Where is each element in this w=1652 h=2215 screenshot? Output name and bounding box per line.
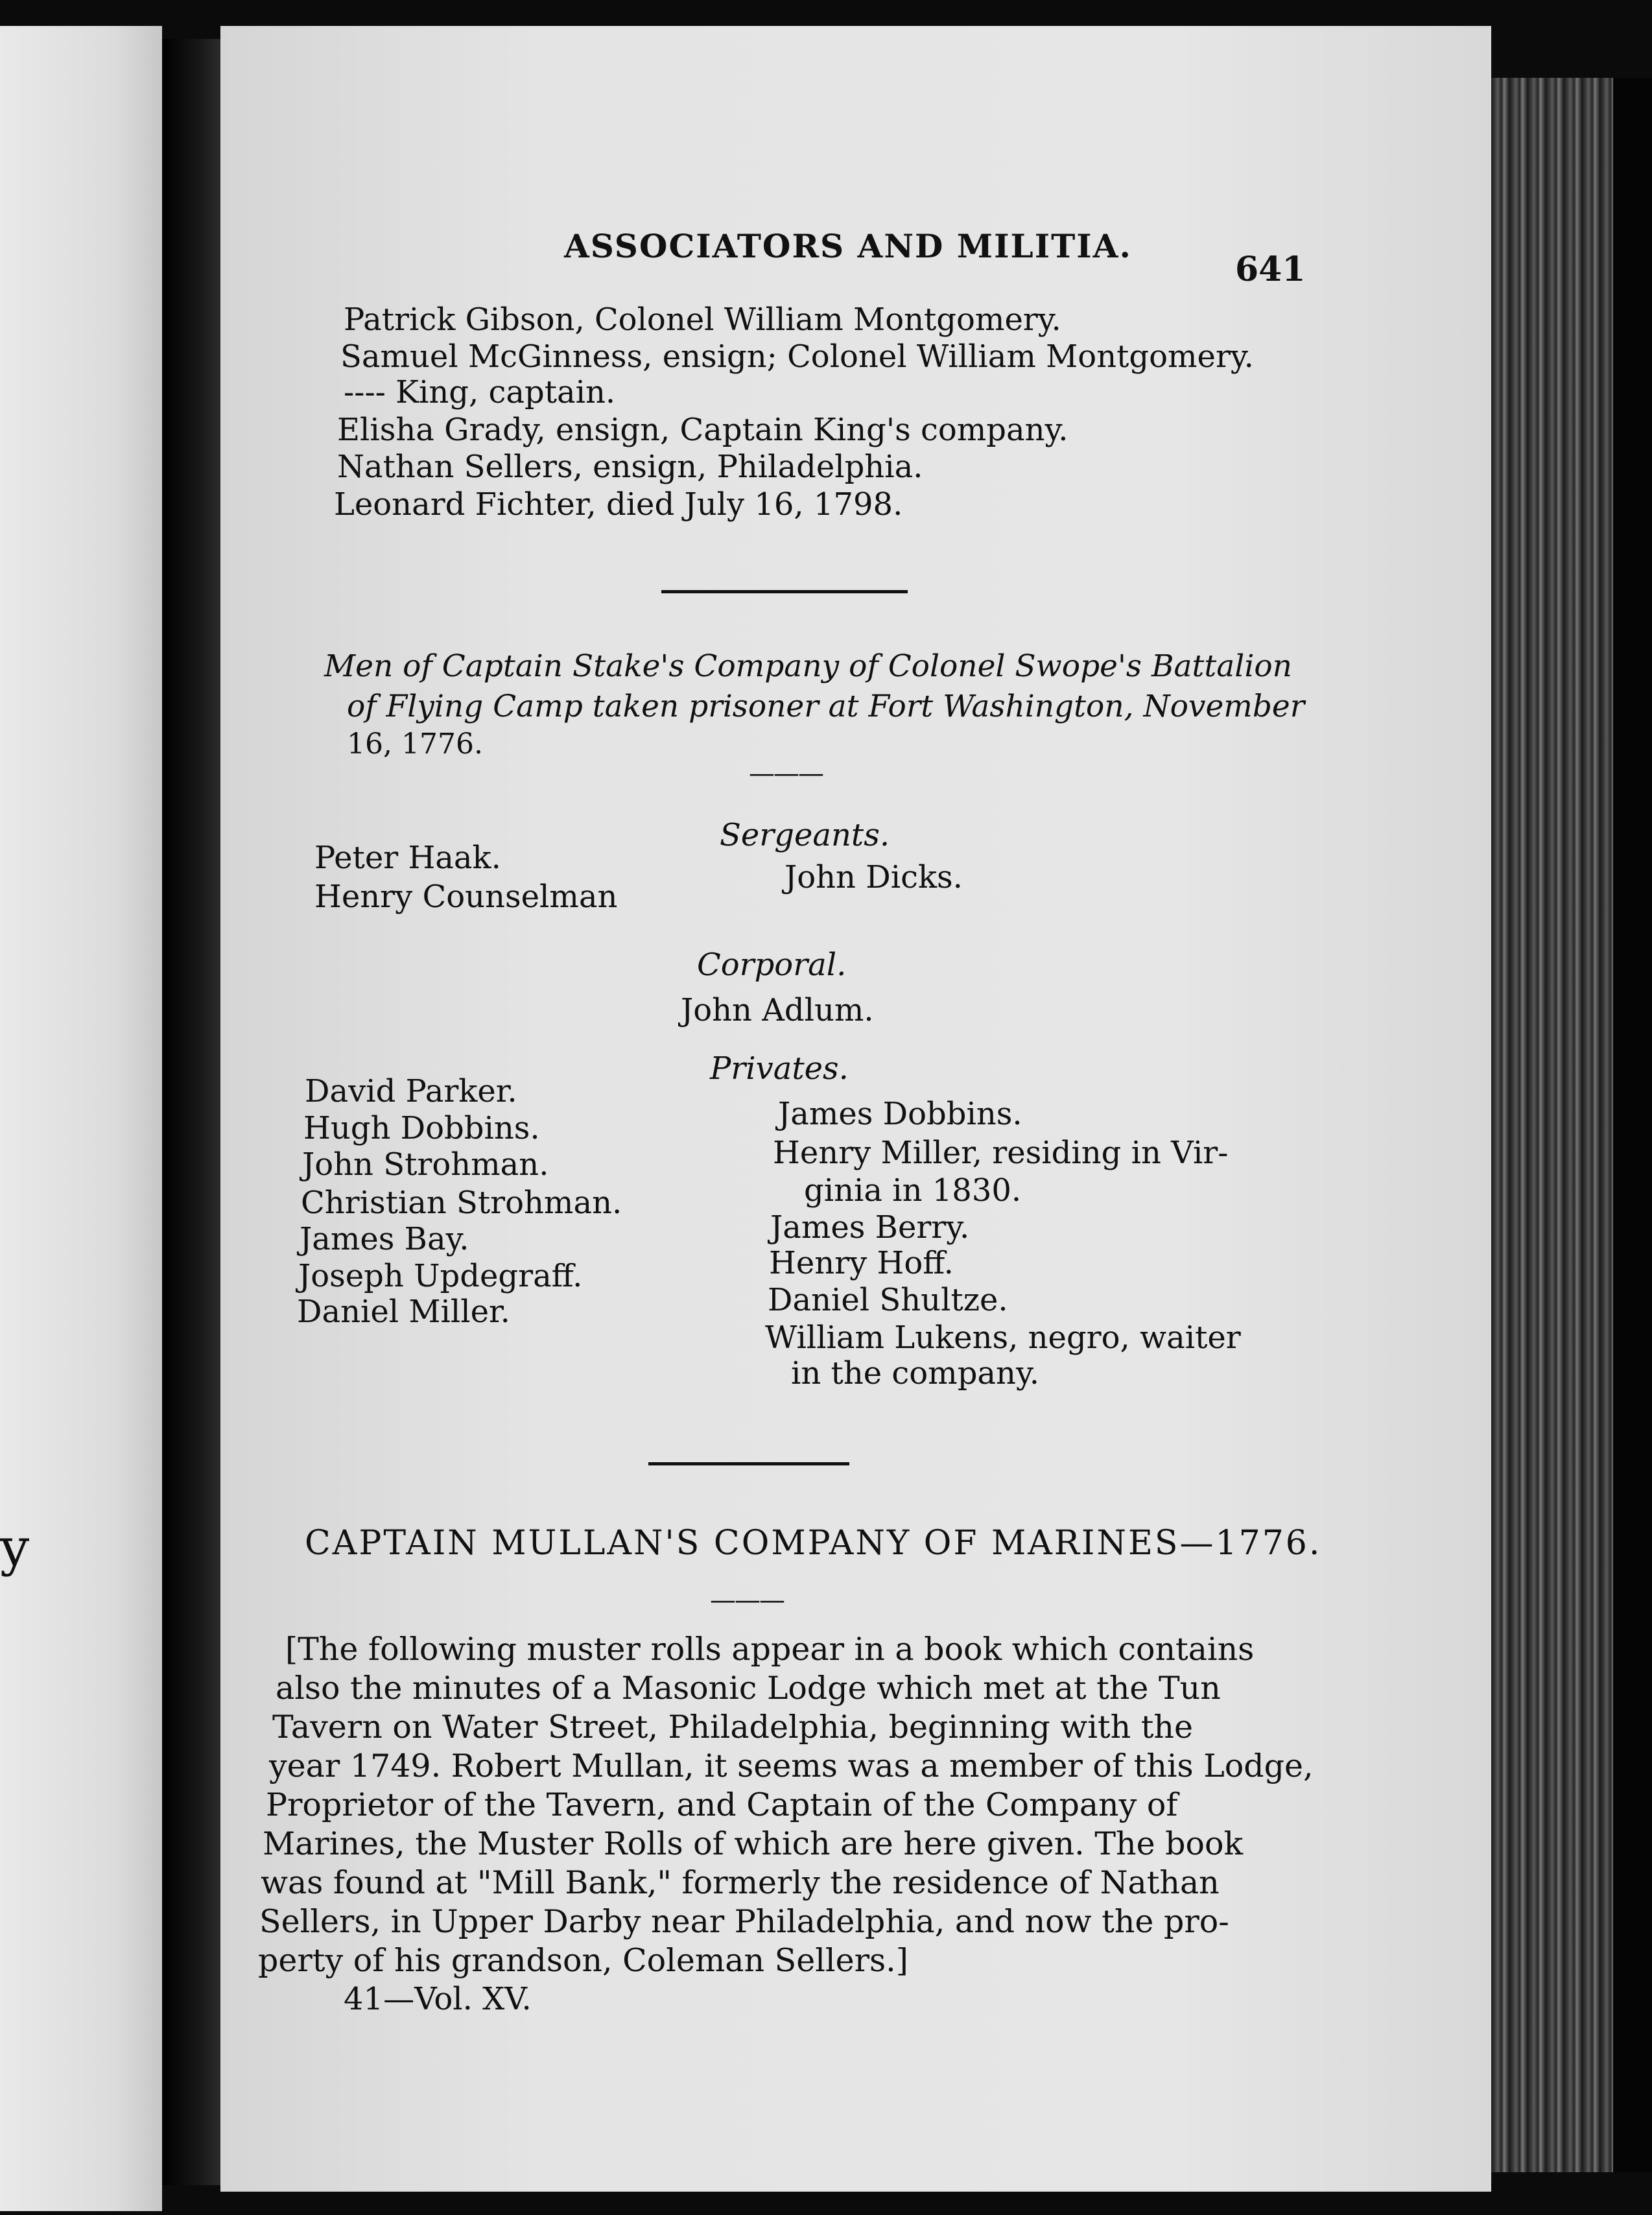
sergeant-name: John Dicks. <box>785 859 963 895</box>
page-number: 641 <box>1235 250 1306 289</box>
facing-left-page <box>0 26 162 2211</box>
section-rule <box>648 1462 849 1465</box>
private-name: John Strohman. <box>302 1146 549 1183</box>
entry-line: Elisha Grady, ensign, Captain King's company. <box>337 412 1068 448</box>
sergeant-name: Peter Haak. <box>314 840 501 876</box>
section-intro-line: of Flying Camp taken prisoner at Fort Washington, November <box>347 689 1305 724</box>
private-name-continued: ginia in 1830. <box>804 1172 1022 1209</box>
section-intro-line: Men of Captain Stake's Company of Colonel Swope's Battalion <box>324 648 1292 684</box>
section-intro-line: 16, 1776. <box>347 728 483 761</box>
private-name: Hugh Dobbins. <box>303 1110 540 1146</box>
private-name-continued: in the company. <box>791 1355 1039 1392</box>
private-name: James Bay. <box>300 1221 469 1257</box>
entry-line: Patrick Gibson, Colonel William Montgomery. <box>344 302 1061 338</box>
paragraph-line: Proprietor of the Tavern, and Captain of the Company of <box>266 1786 1178 1823</box>
entry-line: Nathan Sellers, ensign, Philadelphia. <box>337 449 923 485</box>
running-head: ASSOCIATORS AND MILITIA. <box>564 227 1132 265</box>
page-edges-block <box>1491 78 1652 2172</box>
entry-line: Leonard Fichter, died July 16, 1798. <box>334 486 903 523</box>
private-name: James Dobbins. <box>778 1096 1022 1132</box>
private-name: Christian Strohman. <box>301 1185 622 1221</box>
book-gutter <box>162 39 220 2185</box>
private-name: Henry Miller, residing in Vir- <box>773 1135 1229 1171</box>
paragraph-line: year 1749. Robert Mullan, it seems was a member of this Lodge, <box>269 1747 1314 1784</box>
book-page <box>220 26 1491 2192</box>
private-name: David Parker. <box>305 1073 517 1109</box>
paragraph-line: perty of his grandson, Coleman Sellers.] <box>258 1942 908 1979</box>
paragraph-line: also the minutes of a Masonic Lodge which met at the Tun <box>276 1670 1221 1707</box>
private-name: Daniel Miller. <box>297 1294 510 1330</box>
paragraph-line: Tavern on Water Street, Philadelphia, beginning with the <box>272 1709 1193 1746</box>
paragraph-line: was found at "Mill Bank," formerly the residence of Nathan <box>261 1864 1220 1901</box>
corporal-label: Corporal. <box>697 947 847 983</box>
dash-separator: ——— <box>749 759 823 788</box>
sergeant-name: Henry Counselman <box>314 879 618 915</box>
section-rule <box>661 590 908 593</box>
paragraph-line: Sellers, in Upper Darby near Philadelphia, and now the pro- <box>259 1903 1229 1940</box>
private-name: William Lukens, negro, waiter <box>765 1320 1241 1356</box>
signature-mark: 41—Vol. XV. <box>344 1981 532 2017</box>
left-page-edge-letter: y <box>0 1517 30 1578</box>
private-name: Daniel Shultze. <box>768 1282 1008 1318</box>
private-name: James Berry. <box>770 1209 970 1246</box>
privates-label: Privates. <box>710 1050 849 1087</box>
paragraph-line: [The following muster rolls appear in a book which contains <box>285 1631 1255 1668</box>
marines-dash-separator: ——— <box>710 1585 784 1615</box>
paragraph-line: Marines, the Muster Rolls of which are here given. The book <box>263 1825 1244 1862</box>
entry-line: Samuel McGinness, ensign; Colonel William Montgomery. <box>340 338 1254 375</box>
entry-line: ---- King, captain. <box>344 374 616 410</box>
private-name: Henry Hoff. <box>769 1245 954 1281</box>
corporal-name: John Adlum. <box>681 992 874 1028</box>
sergeants-label: Sergeants. <box>720 817 890 853</box>
marines-heading: CAPTAIN MULLAN'S COMPANY OF MARINES—1776. <box>305 1524 1322 1563</box>
private-name: Joseph Updegraff. <box>298 1258 583 1294</box>
